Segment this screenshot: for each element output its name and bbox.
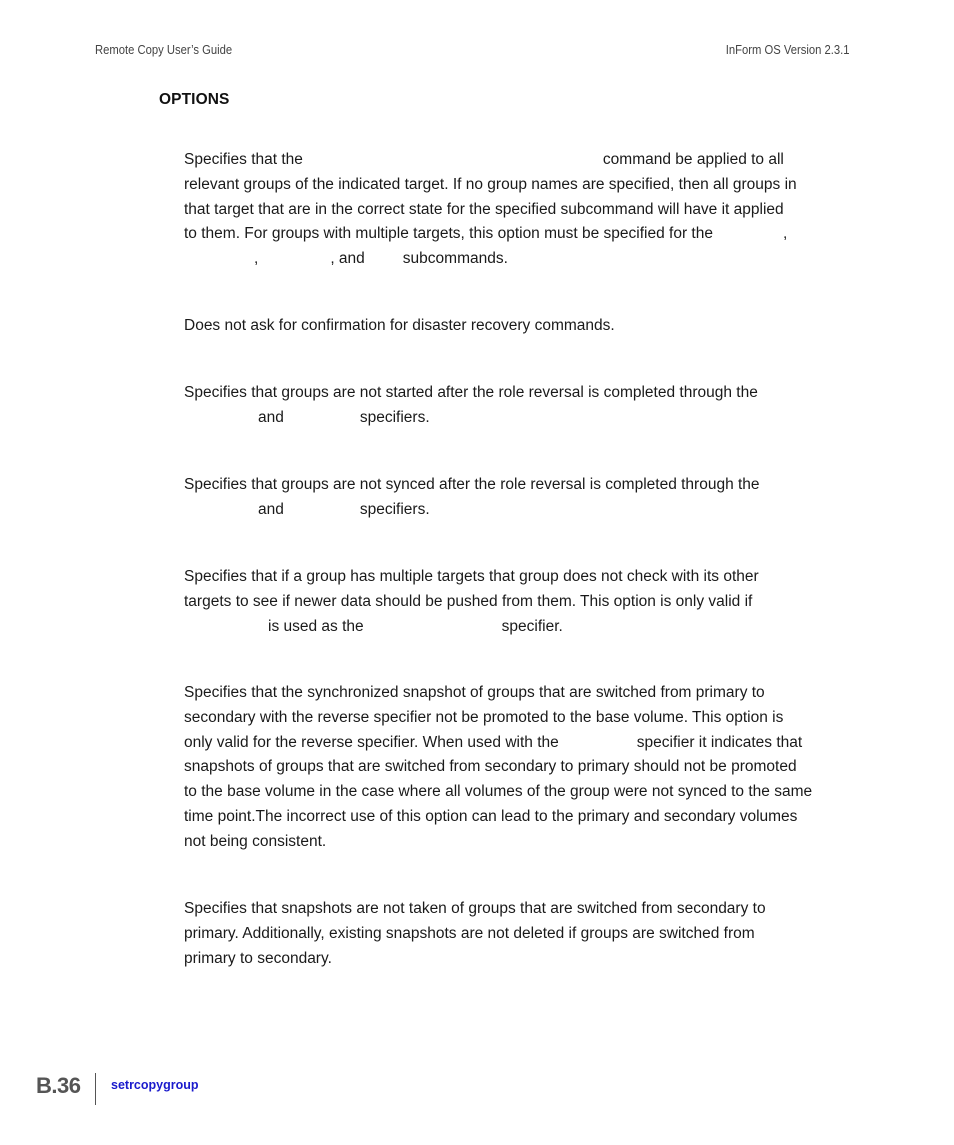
text-line: snapshots of groups that are switched from secondary to primary should not be promoted — [184, 758, 797, 776]
text-line: Does not ask for confirmation for disaster recovery commands. — [184, 317, 615, 334]
running-header-left: Remote Copy User’s Guide — [95, 43, 233, 57]
text-line — [184, 731, 856, 756]
text-line: secondary with the reverse specifier not be promoted to the base volume. This option is — [184, 708, 784, 726]
text-run: Specifies that the — [184, 151, 303, 168]
option-description-5 — [184, 565, 856, 639]
text-run: only valid for the reverse specifier. When used with the — [184, 733, 559, 751]
text-line: Specifies that groups are not started after the role reversal is completed through the — [184, 384, 758, 401]
section-title: OPTIONS — [159, 91, 230, 108]
footer-divider — [95, 1073, 96, 1105]
text-line — [184, 148, 856, 173]
text-run: command be applied to all — [602, 151, 784, 168]
text-line: not being consistent. — [184, 832, 327, 850]
text-line — [184, 498, 856, 523]
text-line: Specifies that the synchronized snapshot of groups that are switched from primary to — [184, 684, 765, 701]
text-run: specifier. — [501, 617, 563, 635]
text-line: relevant groups of the indicated target. If no group names are specified, then all groups in — [184, 175, 797, 193]
text-run: subcommands. — [402, 250, 508, 268]
text-run: , — [254, 250, 259, 268]
page-number: B.36 — [36, 1073, 81, 1098]
text-run: and — [258, 408, 284, 426]
text-line: Specifies that groups are not synced after the role reversal is completed through the — [184, 476, 760, 493]
text-line: that target that are in the correct state for the specified subcommand will have it applied — [184, 200, 784, 218]
text-line: Specifies that if a group has multiple targets that group does not check with its other — [184, 568, 759, 585]
text-line — [184, 247, 856, 272]
running-header-right: InForm OS Version 2.3.1 — [726, 43, 850, 57]
text-run: to them. For groups with multiple targets, this option must be specified for the — [184, 225, 713, 243]
text-line — [184, 615, 856, 640]
text-run: , — [782, 225, 788, 243]
text-line: to the base volume in the case where all volumes of the group were not synced to the same — [184, 783, 813, 801]
text-line: primary. Additionally, existing snapshots are not deleted if groups are switched from — [184, 924, 755, 942]
text-line: Specifies that snapshots are not taken of groups that are switched from secondary to — [184, 900, 766, 917]
text-run: specifier it indicates that — [636, 733, 803, 751]
text-line: time point.The incorrect use of this option can lead to the primary and secondary volumes — [184, 807, 798, 825]
option-description-2 — [184, 314, 856, 339]
text-line — [184, 222, 856, 247]
option-description-4 — [184, 473, 856, 523]
option-description-3 — [184, 381, 856, 431]
text-run: is used as the — [268, 617, 364, 635]
option-description-1 — [184, 148, 856, 272]
section-link[interactable]: setrcopygroup — [111, 1078, 199, 1092]
option-description-7 — [184, 897, 856, 971]
text-run: specifiers. — [359, 408, 430, 426]
text-run: , and — [330, 250, 365, 268]
text-line: targets to see if newer data should be pushed from them. This option is only valid if — [184, 592, 753, 610]
text-run: and — [258, 500, 284, 518]
text-run: specifiers. — [359, 500, 430, 518]
option-description-6 — [184, 681, 856, 855]
text-line: primary to secondary. — [184, 949, 332, 967]
text-line — [184, 406, 856, 431]
